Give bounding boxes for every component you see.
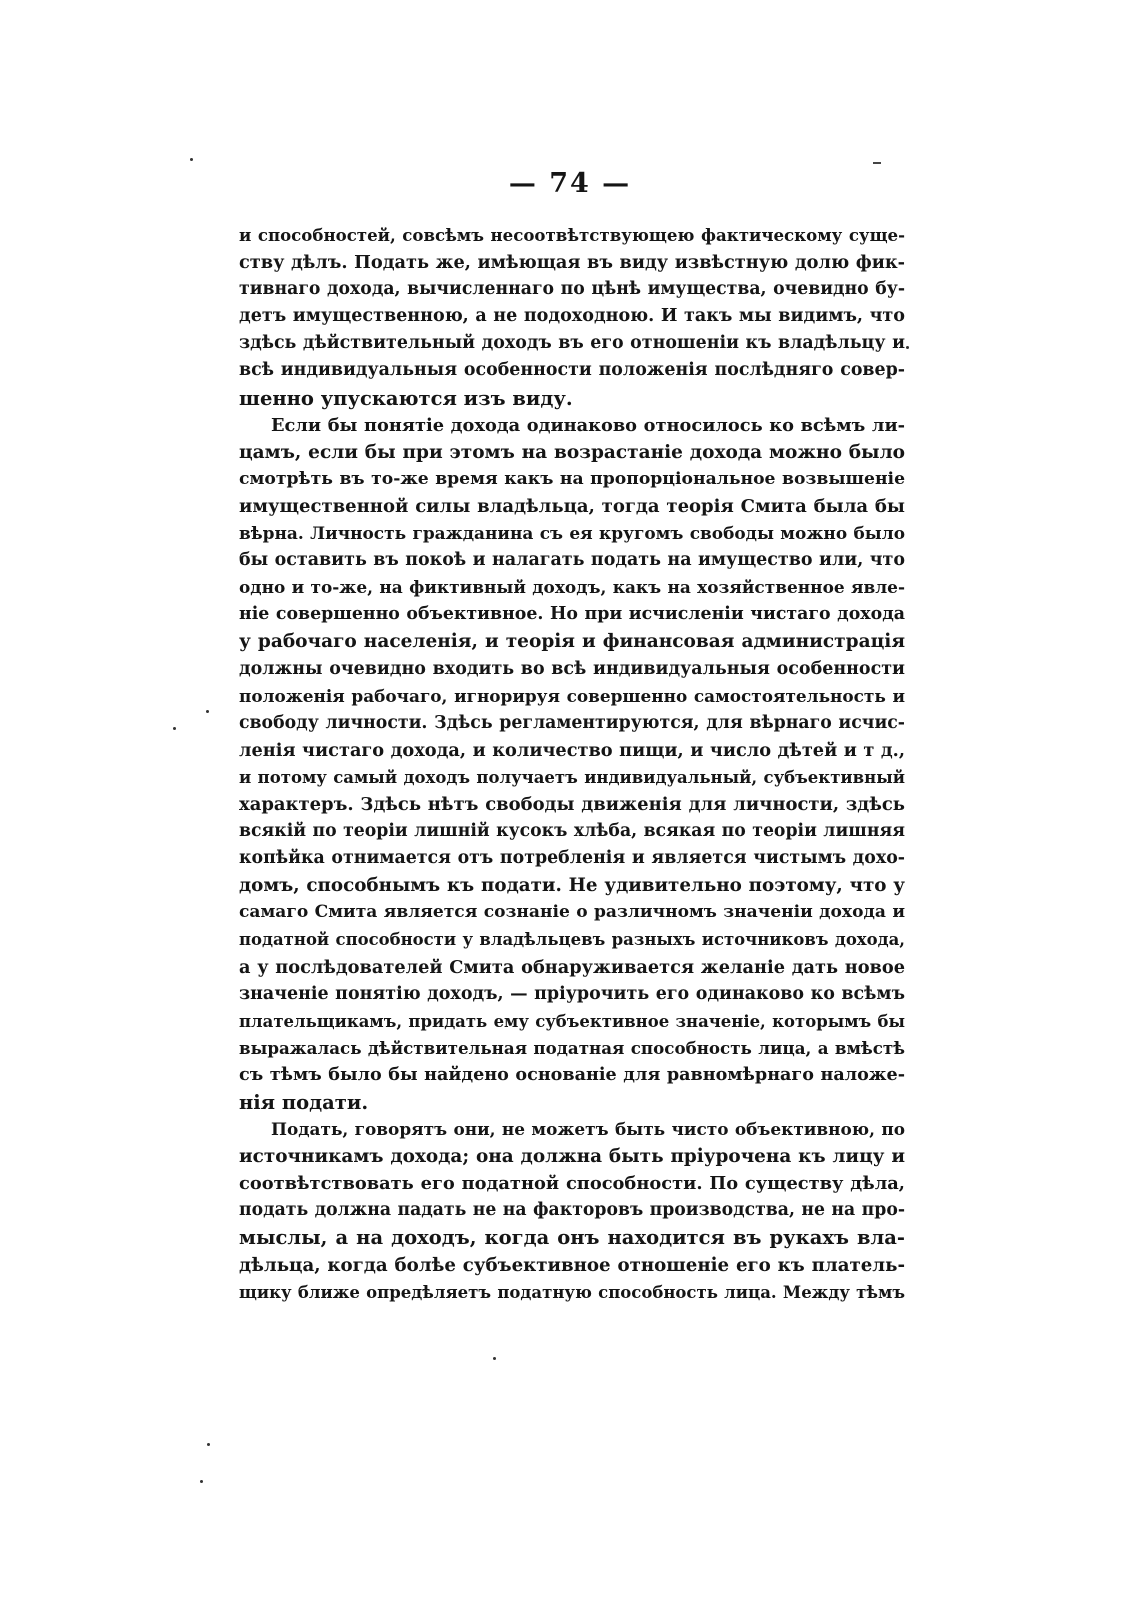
text-line: значеніе понятію доходъ, — пріурочить его одинаково ко всѣмъ bbox=[239, 983, 905, 1004]
text-line: нія подати. bbox=[239, 1091, 369, 1114]
text-line: плательщикамъ, придать ему субъективное значеніе, которымъ бы bbox=[239, 1011, 905, 1031]
text-line: всякій по теоріи лишній кусокъ хлѣба, всякая по теоріи лишняя bbox=[239, 821, 905, 842]
text-line: дѣльца, когда болѣе субъективное отношеніе его къ платель- bbox=[239, 1254, 905, 1276]
print-speck bbox=[200, 1480, 203, 1483]
text-line: детъ имущественною, а не подоходною. И такъ мы видимъ, что bbox=[239, 306, 905, 327]
text-line: а у послѣдователей Смита обнаруживается желаніе дать новое bbox=[239, 956, 905, 978]
text-line: тивнаго дохода, вычисленнаго по цѣнѣ имущества, очевидно бу- bbox=[239, 279, 905, 300]
text-line: источникамъ дохода; она должна быть пріурочена къ лицу и bbox=[239, 1146, 905, 1168]
text-line: самаго Смита является сознаніе о различномъ значеніи дохода и bbox=[239, 902, 905, 923]
text-line: шенно упускаются изъ виду. bbox=[239, 386, 573, 410]
text-line: копѣйка отнимается отъ потребленія и является чистымъ дохо- bbox=[239, 848, 905, 869]
text-line: одно и то-же, на фиктивный доходъ, какъ на хозяйственное явле- bbox=[239, 577, 905, 598]
print-speck bbox=[190, 158, 193, 161]
text-line: и способностей, совсѣмъ несоотвѣтствующею фактическому суще- bbox=[239, 225, 905, 245]
text-line: ніе совершенно объективное. Но при исчисленіи чистаго дохода bbox=[239, 604, 905, 625]
print-speck bbox=[873, 162, 881, 164]
text-line: смотрѣть въ то-же время какъ на пропорціональное возвышеніе bbox=[239, 468, 905, 489]
text-line: съ тѣмъ было бы найдено основаніе для равномѣрнаго наложе- bbox=[239, 1064, 905, 1085]
text-line: ленія чистаго дохода, и количество пищи, и число дѣтей и т д., bbox=[239, 739, 905, 761]
text-line: щику ближе опредѣляетъ податную способность лица. Между тѣмъ bbox=[239, 1282, 905, 1302]
text-line: домъ, способнымъ къ подати. Не удивительно поэтому, что у bbox=[239, 875, 905, 897]
text-line: цамъ, если бы при этомъ на возрастаніе дохода можно было bbox=[239, 441, 905, 463]
print-speck bbox=[493, 1357, 496, 1360]
text-line: ству дѣлъ. Подать же, имѣющая въ виду извѣстную долю фик- bbox=[239, 252, 905, 274]
body-text bbox=[239, 222, 905, 1306]
text-line: податной способности у владѣльцевъ разныхъ источниковъ дохода, bbox=[239, 930, 905, 950]
print-speck bbox=[207, 1443, 210, 1446]
text-line: у рабочаго населенія, и теорія и финансовая администрація bbox=[239, 631, 905, 653]
text-line: бы оставить въ покоѣ и налагать подать на имущество или, что bbox=[239, 550, 905, 571]
print-speck bbox=[173, 727, 176, 730]
text-line: свободу личности. Здѣсь регламентируются, для вѣрнаго исчис- bbox=[239, 712, 905, 733]
text-line: и потому самый доходъ получаетъ индивидуальный, субъективный bbox=[239, 766, 905, 787]
text-line: характеръ. Здѣсь нѣтъ свободы движенія для личности, здѣсь bbox=[239, 793, 905, 815]
text-line: Если бы понятіе дохода одинаково относилось ко всѣмъ ли- bbox=[271, 414, 905, 436]
text-line: положенія рабочаго, игнорируя совершенно самостоятельность и bbox=[239, 685, 905, 706]
text-line: имущественной силы владѣльца, тогда теорія Смита была бы bbox=[239, 495, 905, 517]
page-number: — 74 — bbox=[508, 168, 632, 199]
text-line: вѣрна. Личность гражданина съ ея кругомъ свободы можно было bbox=[239, 523, 905, 544]
print-speck bbox=[206, 710, 209, 713]
text-line: здѣсь дѣйствительный доходъ въ его отношеніи къ владѣльцу и bbox=[239, 333, 905, 354]
text-line: всѣ индивидуальныя особенности положенія послѣдняго совер- bbox=[239, 360, 905, 381]
text-line: подать должна падать не на факторовъ производства, не на про- bbox=[239, 1200, 905, 1221]
print-speck bbox=[906, 346, 909, 349]
text-line: Подать, говорятъ они, не можетъ быть чисто объективною, по bbox=[271, 1119, 905, 1140]
text-line: выражалась дѣйствительная податная способность лица, а вмѣстѣ bbox=[239, 1037, 905, 1058]
text-line: соотвѣтствовать его податной способности. По существу дѣла, bbox=[239, 1173, 905, 1195]
text-line: мыслы, а на доходъ, когда онъ находится въ рукахъ вла- bbox=[239, 1226, 905, 1250]
text-line: должны очевидно входить во всѣ индивидуальныя особенности bbox=[239, 658, 905, 679]
